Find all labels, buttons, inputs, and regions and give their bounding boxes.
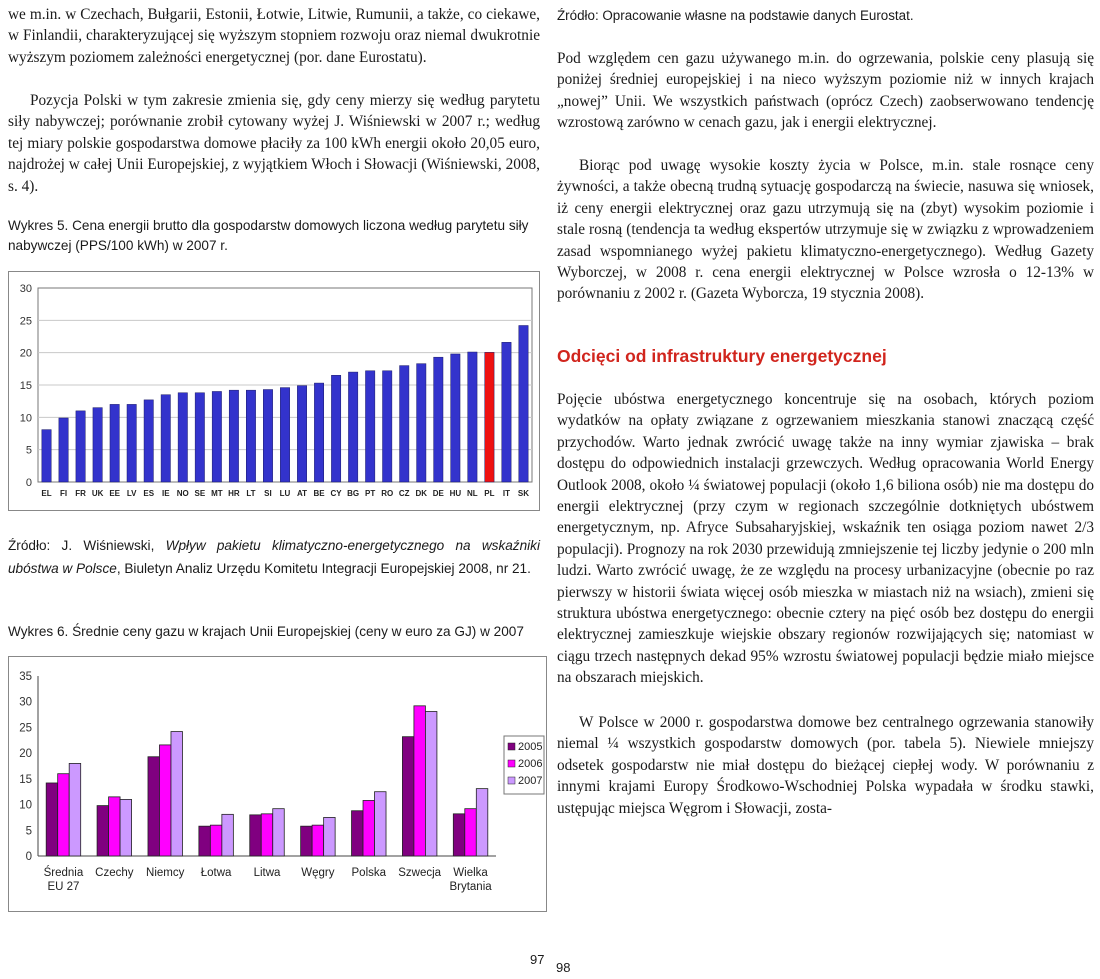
chart6-bar [58,774,70,856]
chart5-x-tick-label: RO [381,489,394,498]
chart5-x-tick-label: ES [143,489,155,498]
chart5-bar [178,393,187,482]
chart5-bar [59,418,68,482]
figure5-source-prefix: Źródło: J. Wiśniewski, [8,538,166,553]
chart6-bar [425,711,437,856]
chart5-bar [519,326,528,482]
chart6-legend-swatch [508,777,515,784]
chart5-bar [144,400,153,482]
chart6-bar [171,732,183,856]
chart5-x-tick-label: DE [432,489,444,498]
chart6-y-tick-label: 0 [25,851,32,863]
chart5-bar [365,371,374,482]
chart5-x-tick-label: LT [246,489,256,498]
right-paragraph-2: Biorąc pod uwagę wysokie koszty życia w Polsce, m.in. stale rosnące ceny żywności, a także obecną trudną sytuację gospodarczą na świecie, nasuwa się wniosek, iż ceny energii elektrycznej oraz gazu utrzymują się na (zbyt) wysokim poziomie i stale rosną (tendencja ta według ekspertów utrzymuje się w związku z wprowadzeniem zasad wspomnianego wyżej pakietu klimatyczno-energetycznego). Według Gazety Wyborczej, w 2008 r. cena energii elektrycznej w Polsce wzrosła o 12-13% w porównaniu z 2002 r. (Gazeta Wyborcza, 19 stycznia 2008). [557,157,1094,303]
chart5-bar [383,371,392,482]
chart6-bar [199,826,211,856]
chart6-y-tick-label: 30 [19,696,32,709]
chart5-y-tick-label: 5 [25,444,32,457]
chart6-bar [453,814,465,856]
chart5-bar [212,391,221,482]
figure6-bar-chart [8,656,548,912]
chart5-x-tick-label: NL [467,489,478,498]
chart5-bar [127,404,136,482]
chart6-x-tick-label: Szwecja [398,867,442,879]
chart5-x-tick-label: FR [75,489,86,498]
chart5-x-tick-label: PL [484,489,495,498]
chart5-x-tick-label: UK [91,489,104,498]
page-number-right: 98 [556,960,571,975]
chart5-x-tick-label: DK [415,489,428,498]
chart6-bar [46,783,58,856]
chart6-x-tick-label: Polska [351,867,387,879]
chart6-y-tick-label: 15 [19,773,32,786]
chart5-y-tick-label: 10 [19,412,32,425]
chart5-x-tick-label: PT [365,489,376,498]
chart6-bar [261,814,273,856]
chart5-y-tick-label: 30 [19,283,32,295]
chart5-bar [348,372,357,482]
chart5-x-tick-label: CY [330,489,342,498]
chart6-bar [476,789,488,856]
chart5-bar [161,395,170,482]
chart6-x-tick-label: EU 27 [47,881,80,893]
chart6-bar [210,825,222,856]
chart5-bar [263,390,272,482]
chart6-legend-label: 2006 [518,758,543,770]
chart5-bar [400,366,409,482]
right-paragraph-1: Pod względem cen gazu używanego m.in. do ogrzewania, polskie ceny plasują się poniżej średniej europejskiej i na nieco wyższym poziomie niż w innych krajach „nowej” Unii. We wszystkich państwach (oprócz Czech) zaobserwowano tendencję wzrostową zarówno w cenach gazu, jak i energii elektrycznej. [557,50,1094,132]
chart5-x-tick-label: IE [161,489,170,498]
chart5-y-tick-label: 0 [25,477,32,489]
chart6-bar [120,799,132,856]
chart5-y-tick-label: 15 [19,380,32,392]
chart6-bar [402,737,414,856]
chart6-y-tick-label: 20 [19,748,32,761]
chart6-bar [324,817,336,856]
chart5-bar [297,386,306,482]
chart5-bar [468,352,477,482]
figure6-source: Źródło: Opracowanie własne na podstawie danych Eurostat. [557,8,914,23]
chart6-bar [109,797,121,856]
figure5-caption: Wykres 5. Cena energii brutto dla gospodarstw domowych liczona według parytetu siły nabywczej (PPS/100 kWh) w 2007 r. [8,218,529,253]
right-paragraph-4: W Polsce w 2000 r. gospodarstwa domowe bez centralnego ogrzewania stanowiły niemal ¼ wszystkich gospodarstw domowych (por. tabela 5). Niewiele mniejszy odsetek gospodarstw nie miał dostępu do bieżącej ciepłej wody. W porównaniu z innymi krajami Europy Środkowo-Wschodniej Polska wypadała w środku stawki, ustępując miejsca Węgrom i Słowacji, zosta- [557,714,1094,817]
chart6-bar [69,763,81,856]
chart6-bar [301,826,313,856]
chart5-x-tick-label: FI [59,489,68,498]
chart5-bar [314,383,323,482]
chart5-x-tick-label: NO [176,489,189,498]
figure5-source-title: Wpływ pakietu klimatyczno-energetycznego na wskaźniki ubóstwa w Polsce [8,538,540,576]
chart5-bar [280,388,289,482]
chart5-bar [331,375,340,482]
chart5-x-tick-label: BG [347,489,360,498]
chart6-x-tick-label: Łotwa [200,867,232,879]
chart6-y-tick-label: 10 [19,799,32,812]
chart6-bar [250,815,262,856]
page-number-left: 97 [530,952,545,967]
chart6-legend-swatch [508,743,515,750]
chart6-bar [222,814,234,856]
figure5-source [8,534,540,580]
chart5-x-tick-label: EL [41,489,52,498]
chart6-bar [273,809,285,856]
chart6-legend-label: 2007 [518,775,543,787]
chart6-bar [414,706,426,856]
left-paragraph-2: Pozycja Polski w tym zakresie zmienia się, gdy ceny mierzy się według parytetu siły nabywczej; porównanie zrobił cytowany wyżej J. Wiśniewski w 2007 r.; według tej miary polskie gospodarstwa domowe płaciły za 100 kWh energii około 20,05 euro, najdrożej w całej Unii Europejskiej, z wyjątkiem Włoch i Słowacji (Wiśniewski, 2008, s. 4). [8,92,540,195]
chart5-x-tick-label: LU [279,489,291,498]
chart5-bar [42,430,51,482]
chart5-bar [246,390,255,482]
chart6-bar [375,792,387,856]
chart5-bar [110,404,119,482]
figure5-bar-chart [8,271,540,511]
chart6-legend-swatch [508,760,515,767]
chart5-x-tick-label: SK [517,489,530,498]
chart5-bar [76,411,85,482]
chart5-x-tick-label: HU [449,489,462,498]
chart6-x-tick-label: Wielka [453,867,488,879]
chart6-x-tick-label: Litwa [253,867,281,879]
chart6-bar [148,757,160,856]
chart6-bar [159,745,171,856]
figure6-caption: Wykres 6. Średnie ceny gazu w krajach Unii Europejskiej (ceny w euro za GJ) w 2007 [8,624,524,639]
chart5-x-tick-label: SI [264,489,272,498]
chart6-x-tick-label: Średnia [43,867,84,879]
chart6-legend-label: 2005 [518,741,543,753]
chart5-y-tick-label: 20 [19,347,32,360]
chart5-x-tick-label: SE [194,489,206,498]
chart6-bar [363,800,375,856]
chart5-bar [502,342,511,482]
chart5-bar [93,408,102,482]
chart6-bar [312,825,324,856]
chart5-x-tick-label: HR [228,489,240,498]
chart6-bar [465,809,477,856]
chart5-bar [417,364,426,482]
chart6-y-tick-label: 35 [19,671,32,683]
chart5-x-tick-label: LV [126,489,137,498]
chart6-bar [352,811,364,856]
chart6-x-tick-label: Niemcy [146,867,185,879]
chart5-x-tick-label: MT [211,489,223,498]
left-paragraph-1: we m.in. w Czechach, Bułgarii, Estonii, Łotwie, Litwie, Rumunii, a także, co ciekawe, w Finlandii, charakteryzującej się wyższym stopniem rozwoju oraz niemal dwukrotnie wyższym poziomem zależności energetycznej (por. dane Eurostatu). [8,6,540,66]
chart5-x-tick-label: AT [296,489,308,498]
chart6-bar [97,806,109,856]
chart5-y-tick-label: 25 [19,315,32,328]
chart5-x-tick-label: CZ [398,489,410,498]
chart6-x-tick-label: Brytania [449,881,492,893]
chart6-y-tick-label: 25 [19,722,32,735]
chart6-x-tick-label: Czechy [95,867,134,879]
chart6-x-tick-label: Węgry [301,867,335,879]
figure5-source-suffix: , Biuletyn Analiz Urzędu Komitetu Integracji Europejskiej 2008, nr 21. [116,561,531,576]
chart5-bar [485,352,494,482]
chart5-x-tick-label: IT [502,489,511,498]
chart5-x-tick-label: EE [109,489,120,498]
chart5-bar [434,357,443,482]
chart6-y-tick-label: 5 [25,825,32,838]
chart5-bar [451,354,460,482]
chart5-x-tick-label: BE [313,489,325,498]
right-paragraph-3: Pojęcie ubóstwa energetycznego koncentruje się na osobach, których poziom wydatków na opłaty związane z ogrzewaniem mieszkania stanowi znaczącą część przychodów. Warto jednak zwrócić uwagę także na inny wymiar zjawiska – brak dostępu do odpowiednich instalacji grzewczych. Według opracowania World Energy Outlook 2008, około ¼ światowej populacji (około 1,6 biliona osób) nie ma dostępu do energii elektrycznej (przy czym w regionach szczególnie dotkniętych ubóstwem energetycznym, np. Afryce Subsaharyjskiej, wskaźnik ten osiąga poziom nawet 2/3 populacji). Prognozy na rok 2030 przewidują zmniejszenie tej liczby jedynie o 200 mln ludzi. Warto zwrócić uwagę, że ze względu na procesy urbanizacyjne (obecnie po raz pierwszy w historii świata więcej osób mieszka w miastach niż na wsiach), zmieni się struktura ubóstwa energetycznego: obecnie cztery na pięć osób bez dostępu do energii elektrycznej zamieszkuje wiejskie obszary regionów rozwijających się; natomiast w ciągu trzech następnych dekad 95% wzrostu światowej populacji będzie miało miejsce na obszarach miejskich. [557,391,1094,687]
chart5-bar [195,393,204,482]
section-heading: Odcięci od infrastruktury energetycznej [557,346,887,366]
chart5-bar [229,390,238,482]
